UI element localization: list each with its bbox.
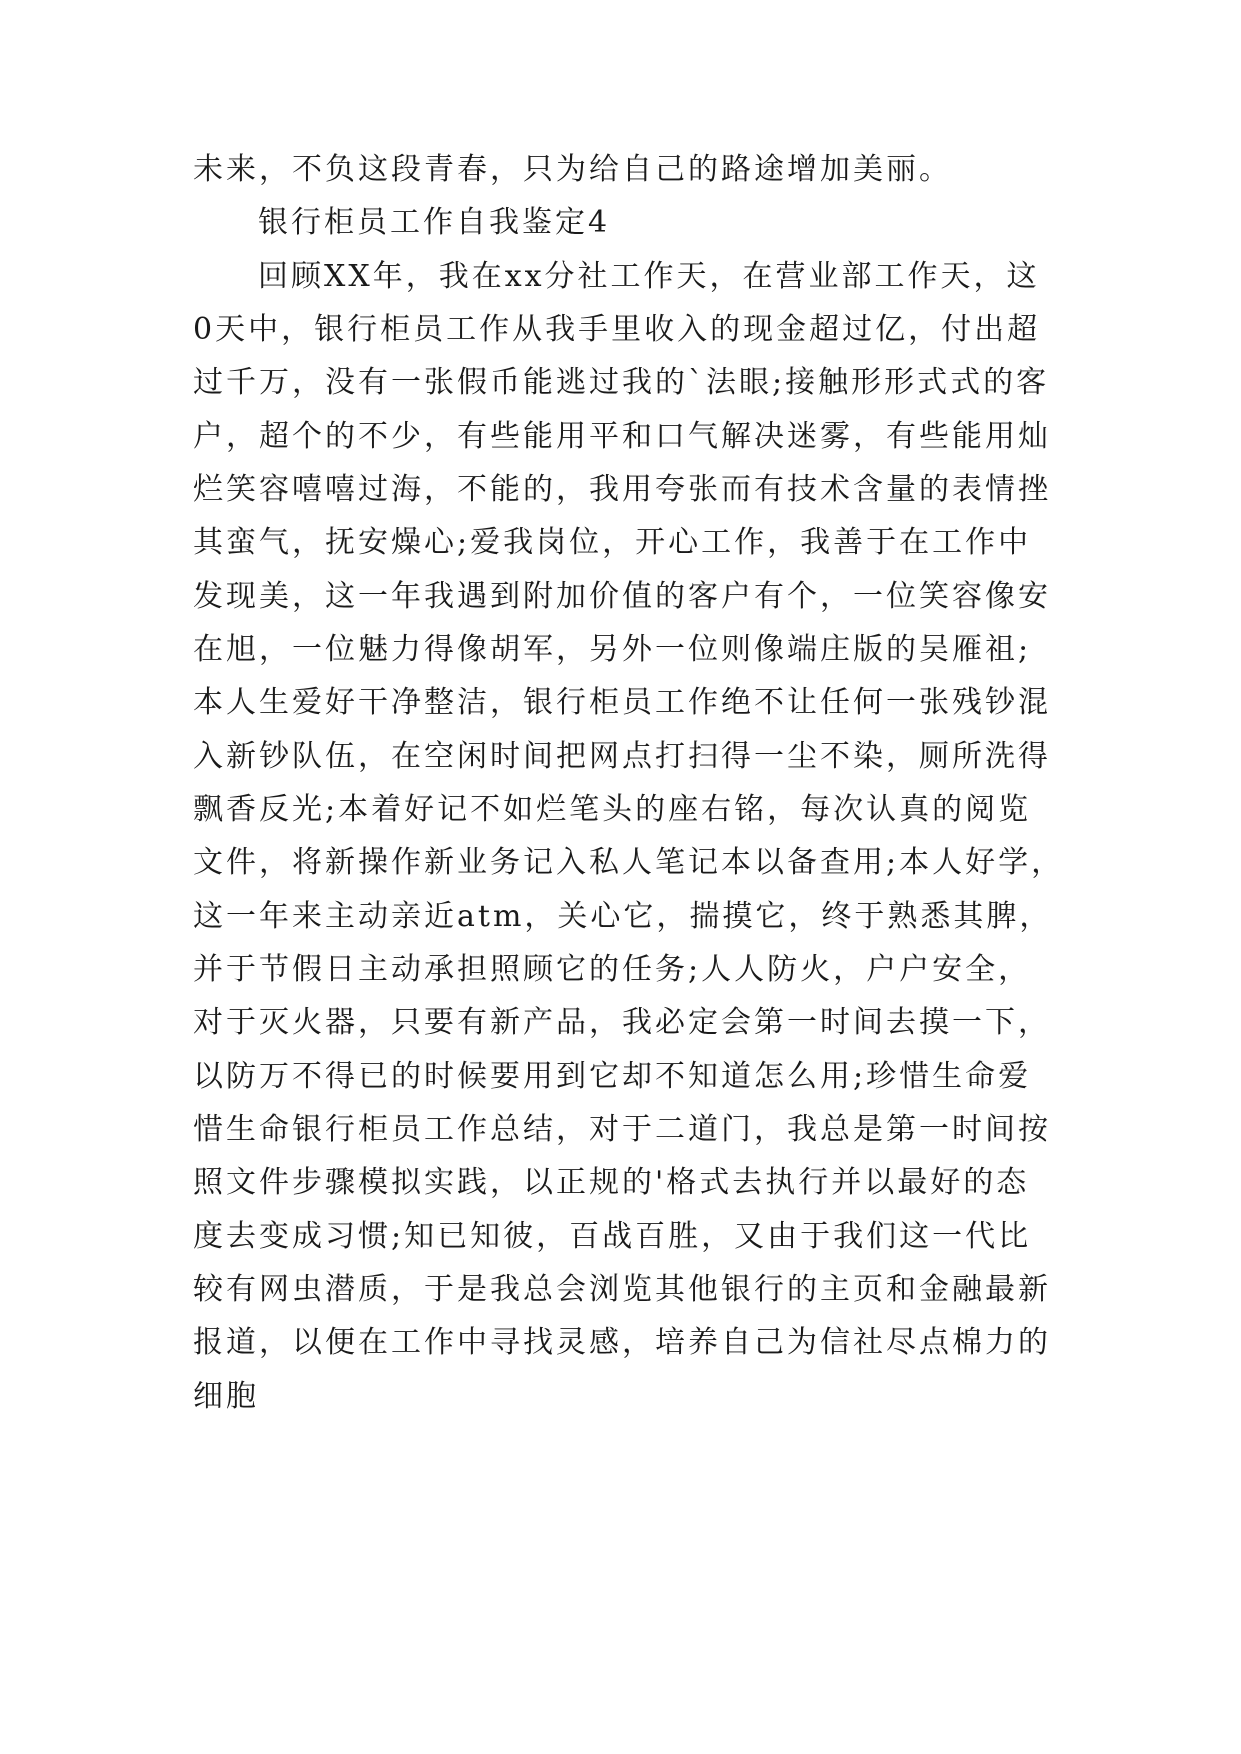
paragraph-line: 0天中，银行柜员工作从我手里收入的现金超过亿，付出超 <box>193 312 1041 347</box>
paragraph-line: 烂笑容嘻嘻过海，不能的，我用夸张而有技术含量的表情挫 <box>193 472 1051 507</box>
section-heading: 银行柜员工作自我鉴定4 <box>258 205 611 240</box>
paragraph-line: 报道，以便在工作中寻找灵感，培养自己为信社尽点棉力的 <box>193 1325 1051 1360</box>
paragraph-line: 文件，将新操作新业务记入私人笔记本以备查用;本人好学， <box>193 845 1065 880</box>
paragraph-line: 细胞 <box>193 1379 259 1414</box>
paragraph-line: 户，超个的不少，有些能用平和口气解决迷雾，有些能用灿 <box>193 419 1051 454</box>
paragraph-line: 未来，不负这段青春，只为给自己的路途增加美丽。 <box>193 152 952 187</box>
paragraph-line: 飘香反光;本着好记不如烂笔头的座右铭，每次认真的阅览 <box>193 792 1032 827</box>
paragraph-line: 其蛮气，抚安燥心;爱我岗位，开心工作，我善于在工作中 <box>193 525 1032 560</box>
paragraph-line: 本人生爱好干净整洁，银行柜员工作绝不让任何一张残钞混 <box>193 685 1051 720</box>
paragraph-line: 照文件步骤模拟实践，以正规的'格式去执行并以最好的态 <box>193 1165 1030 1200</box>
paragraph-line: 对于灭火器，只要有新产品，我必定会第一时间去摸一下， <box>193 1005 1051 1040</box>
paragraph-line: 过千万，没有一张假币能逃过我的`法眼;接触形形式式的客 <box>193 365 1050 400</box>
paragraph-line: 在旭，一位魅力得像胡军，另外一位则像端庄版的吴雁祖; <box>193 632 1032 667</box>
paragraph-line: 回顾XX年，我在xx分社工作天，在营业部工作天，这 <box>258 259 1040 294</box>
paragraph-line: 以防万不得已的时候要用到它却不知道怎么用;珍惜生命爱 <box>193 1059 1032 1094</box>
paragraph-line: 这一年来主动亲近atm，关心它，揣摸它，终于熟悉其脾， <box>193 899 1053 934</box>
paragraph-line: 发现美，这一年我遇到附加价值的客户有个，一位笑容像安 <box>193 579 1051 614</box>
paragraph-line: 度去变成习惯;知已知彼，百战百胜，又由于我们这一代比 <box>193 1219 1032 1254</box>
paragraph-line: 并于节假日主动承担照顾它的任务;人人防火，户户安全， <box>193 952 1032 987</box>
paragraph-line: 入新钞队伍，在空闲时间把网点打扫得一尘不染，厕所洗得 <box>193 739 1051 774</box>
paragraph-line: 惜生命银行柜员工作总结，对于二道门，我总是第一时间按 <box>193 1112 1051 1147</box>
paragraph-line: 较有网虫潜质，于是我总会浏览其他银行的主页和金融最新 <box>193 1272 1051 1307</box>
